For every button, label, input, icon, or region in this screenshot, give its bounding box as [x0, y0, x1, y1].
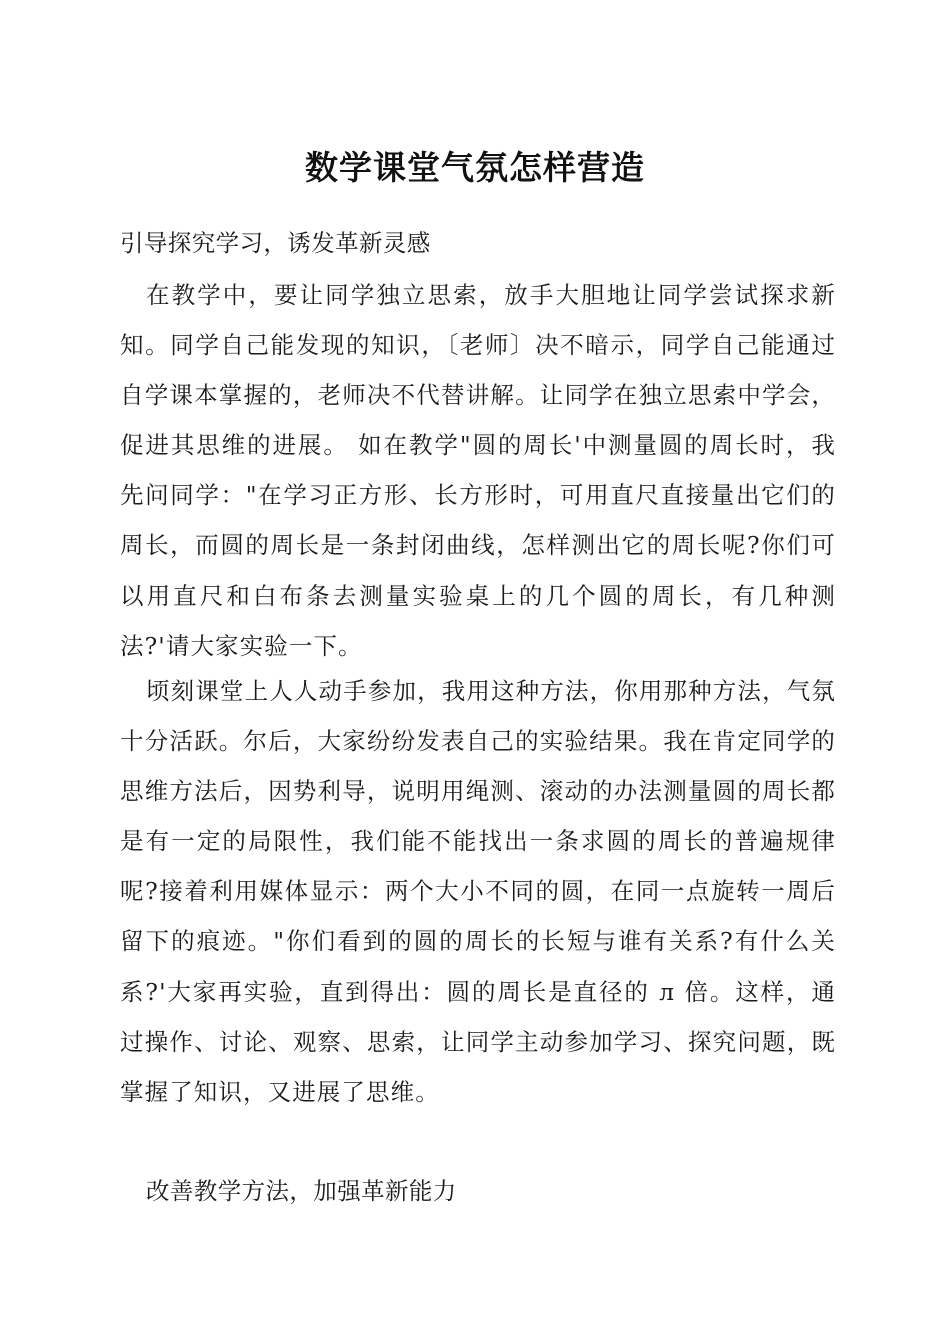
body-paragraph-1: 在教学中，要让同学独立思索，放手大胆地让同学尝试探求新知。同学自己能发现的知识，〔老师〕决不暗示，同学自己能通过自学课本掌握的，老师决不代替讲解。让同学在独立思索中学会，促进其思维的进展。 如在教学"圆的周长'中测量圆的周长时，我先问同学："在学习正方形、长方形时，可用直尺直接量出它们的周长，而圆的周长是一条封闭曲线，怎样测出它的周长呢?你们可以用直尺和白布条去测量实验桌上的几个圆的周长，有几种测法?'请大家实验一下。 [120, 281, 836, 660]
document-title: 数学课堂气氛怎样营造 [305, 148, 645, 187]
section-heading-teaching-methods: 改善教学方法，加强革新能力 [146, 1177, 457, 1205]
section-heading-guided-inquiry: 引导探究学习，诱发革新灵感 [120, 229, 431, 257]
body-paragraph-2: 顷刻课堂上人人动手参加，我用这种方法，你用那种方法，气氛十分活跃。尔后，大家纷纷发表自己的实验结果。我在肯定同学的思维方法后，因势利导，说明用绳测、滚动的办法测量圆的周长都是有一定的局限性，我们能不能找出一条求圆的周长的普遍规律呢?接着利用媒体显示：两个大小不同的圆，在同一点旋转一周后留下的痕迹。"你们看到的圆的周长的长短与谁有关系?有什么关系?'大家再实验，直到得出：圆的周长是直径的 л 倍。这样，通过操作、讨论、观察、思索，让同学主动参加学习、探究问题，既掌握了知识，又进展了思维。 [120, 677, 836, 1106]
